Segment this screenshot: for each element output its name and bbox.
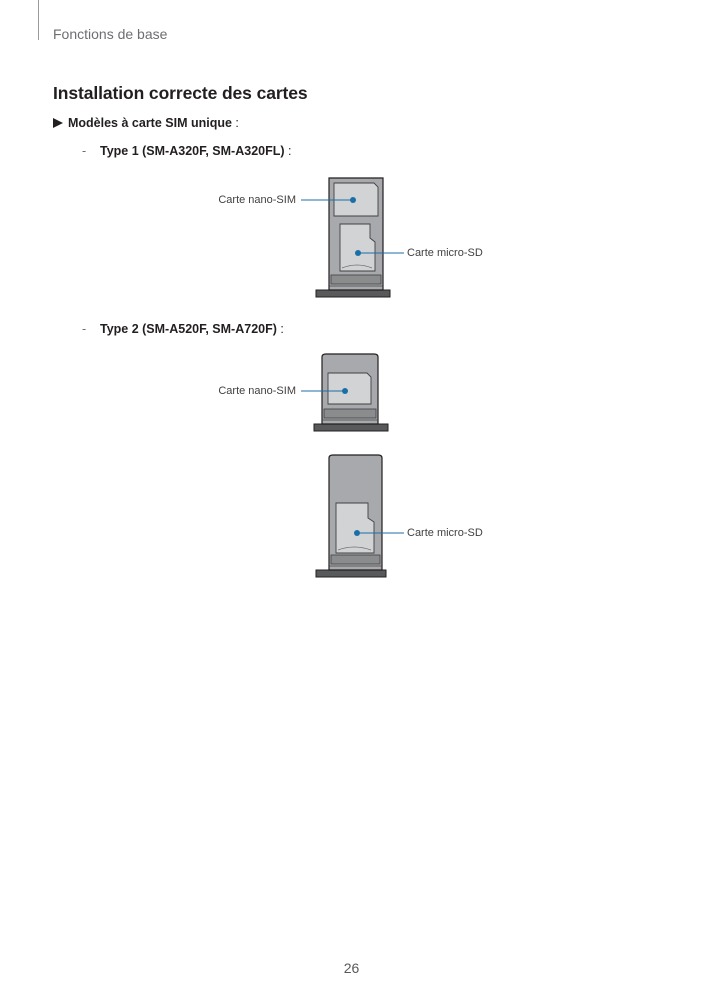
callout-type-2-nano-sim: Carte nano-SIM: [218, 385, 296, 397]
dash-bullet: -: [82, 144, 87, 158]
model-heading: Modèles à carte SIM unique: [68, 116, 232, 130]
micro-sd-card-shape: [336, 503, 374, 553]
callout-dot-icon: [355, 250, 361, 256]
type-1-suffix: :: [284, 144, 292, 158]
dash-bullet: -: [82, 322, 87, 336]
type-2-sim-tray-illustration: [314, 354, 388, 431]
callout-dot-icon: [350, 197, 356, 203]
type-2-sd-tray-illustration: [316, 455, 386, 577]
callout-type-2-micro-sd: Carte micro-SD: [407, 527, 483, 539]
type-1-tray-illustration: [316, 178, 390, 297]
section-title: Installation correcte des cartes: [53, 83, 308, 103]
type-2-label: Type 2 (SM-A520F, SM-A720F): [100, 322, 277, 336]
model-heading-suffix: :: [231, 116, 239, 130]
callout-dot-icon: [342, 388, 348, 394]
type-1-label: Type 1 (SM-A320F, SM-A320FL): [100, 144, 285, 158]
nano-sim-card-shape: [328, 373, 371, 404]
page-number: 26: [343, 960, 360, 976]
callout-type-1-nano-sim: Carte nano-SIM: [218, 194, 296, 206]
type-2-suffix: :: [276, 322, 284, 336]
callout-type-1-micro-sd: Carte micro-SD: [407, 247, 483, 259]
micro-sd-card-shape: [340, 224, 375, 271]
callout-dot-icon: [354, 530, 360, 536]
running-header: Fonctions de base: [53, 26, 168, 42]
